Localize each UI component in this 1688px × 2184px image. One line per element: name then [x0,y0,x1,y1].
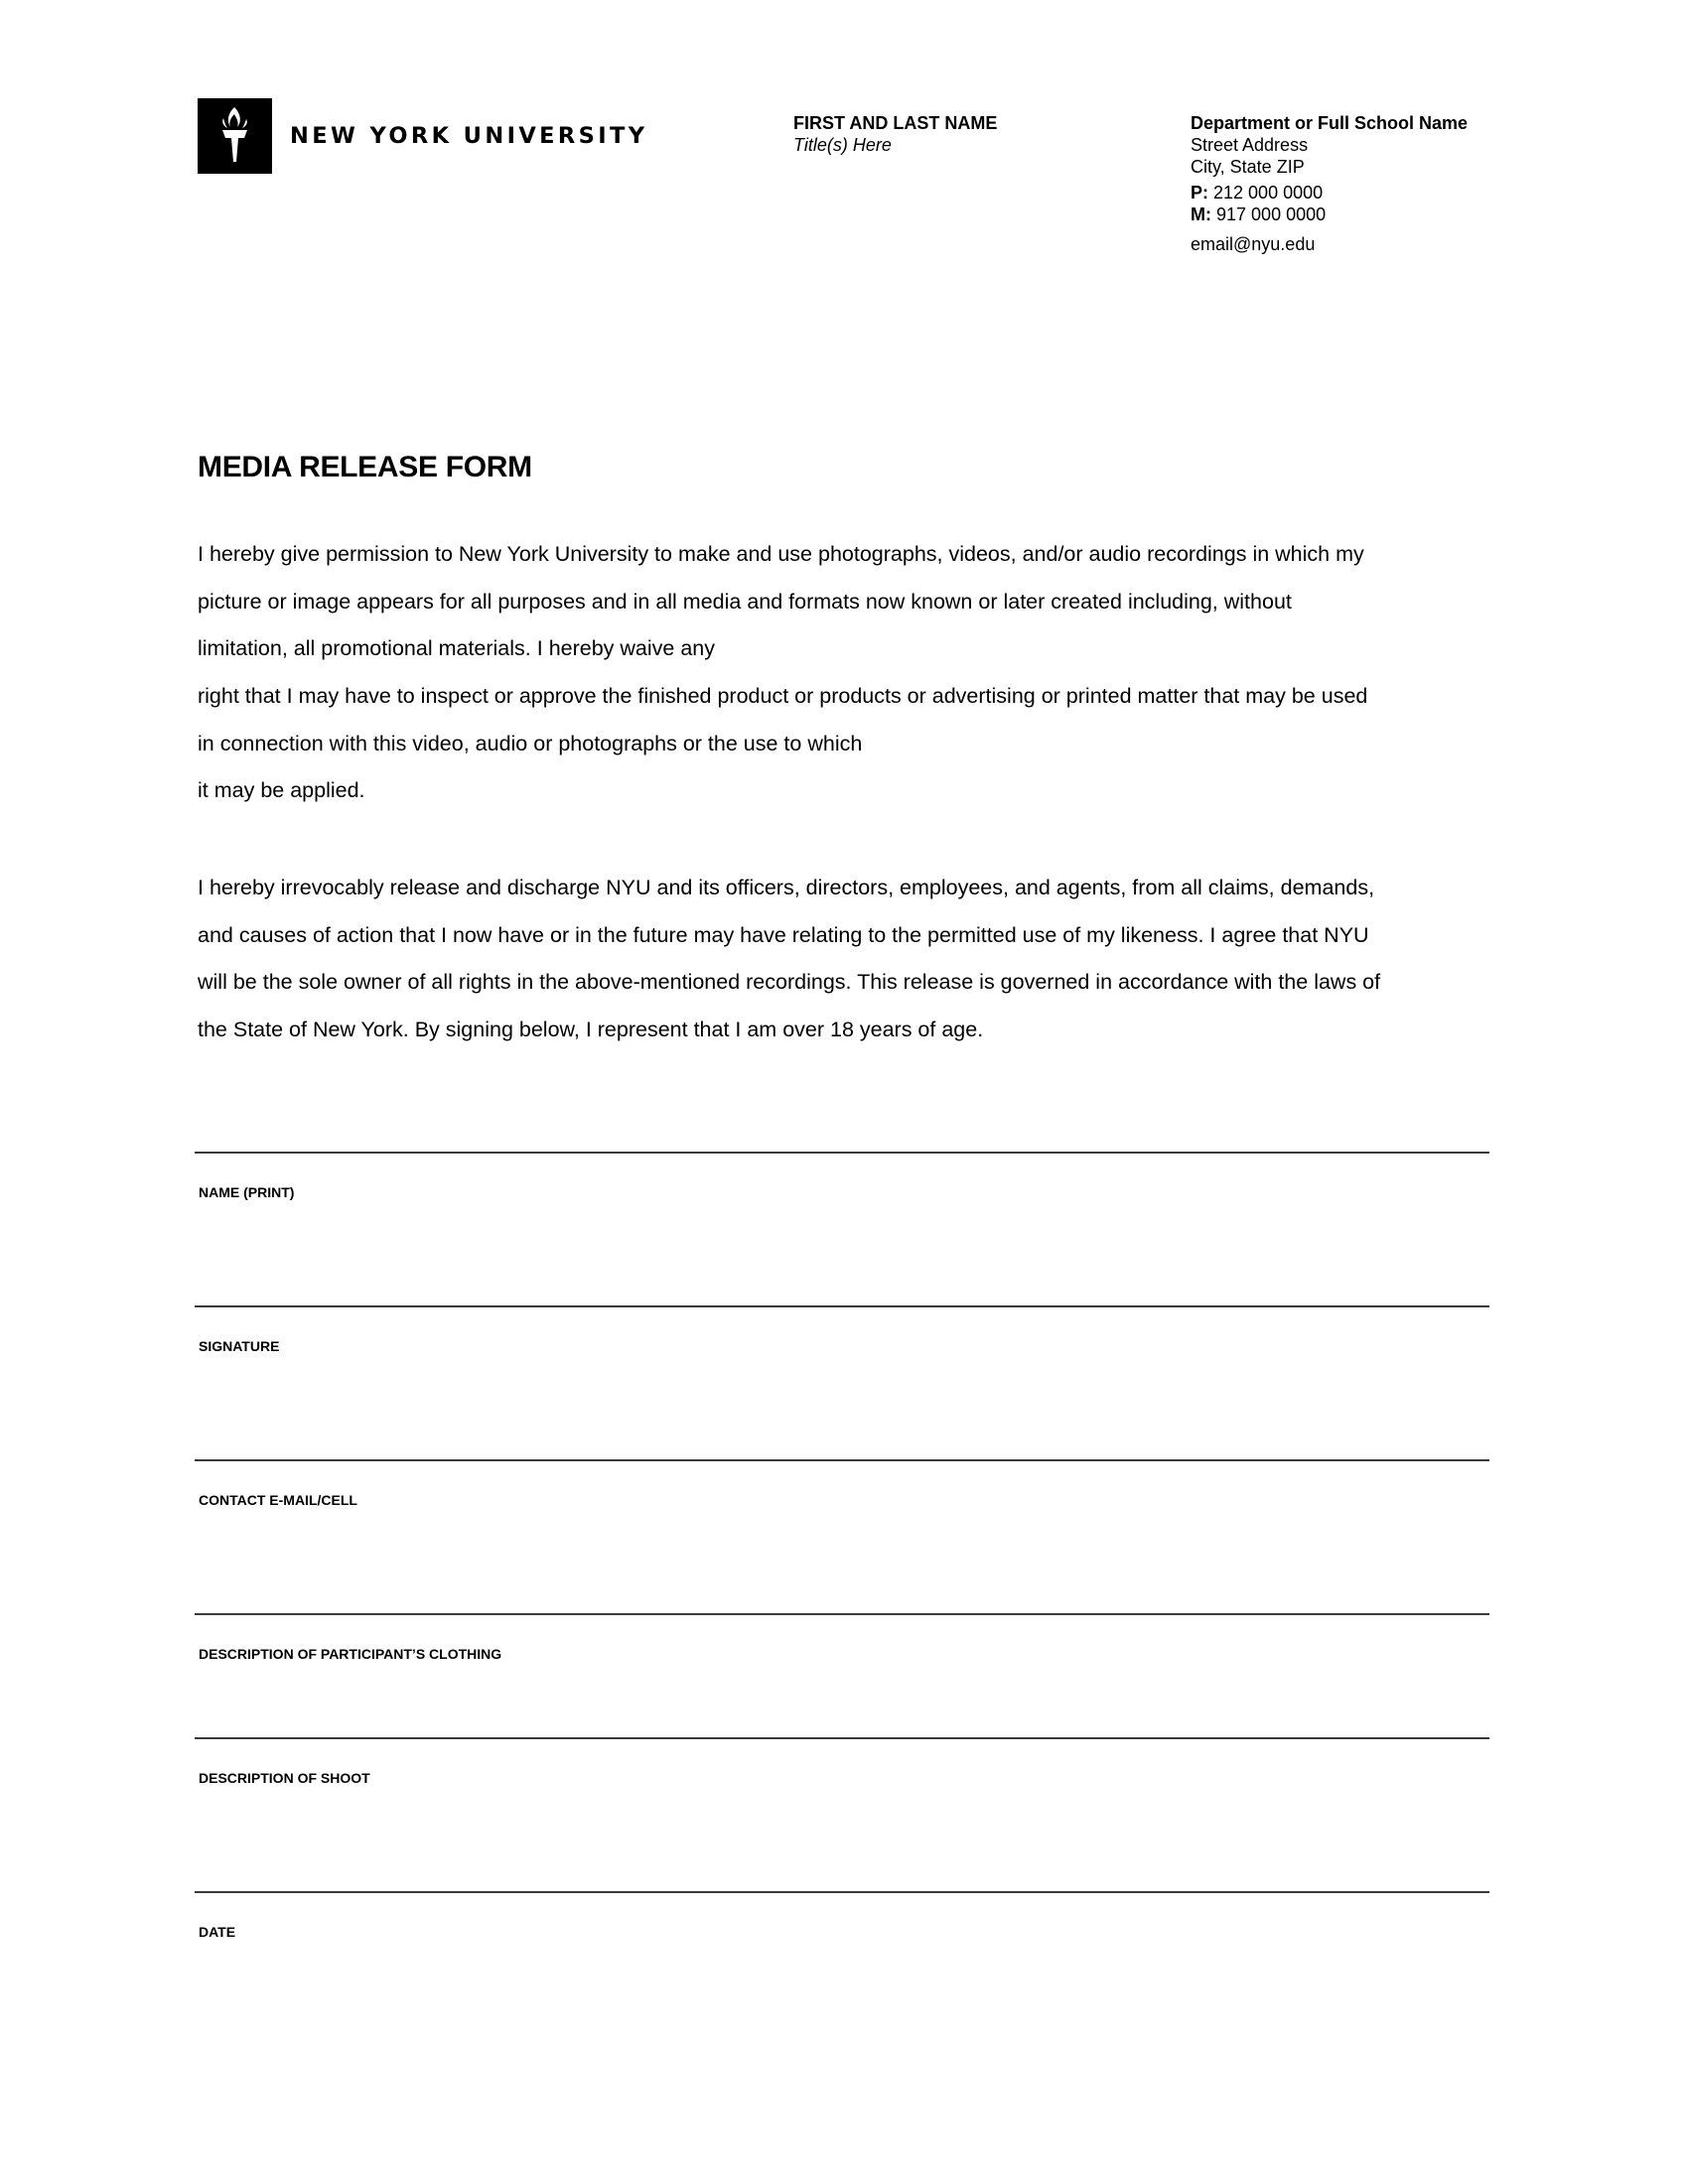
paragraph-line: will be the sole owner of all rights in the above-mentioned recordings. This release is governed in accordance with the laws of [198,970,1381,995]
clothing-description-field[interactable] [195,1613,1489,1737]
field-label: SIGNATURE [199,1338,280,1354]
field-label: NAME (PRINT) [199,1184,295,1200]
person-block [793,112,997,156]
date-field[interactable] [195,1891,1489,2012]
field-label: DATE [199,1924,236,1940]
shoot-description-field[interactable] [195,1737,1489,1891]
paragraph-line: limitation, all promotional materials. I hereby waive any [198,636,716,661]
form-title: MEDIA RELEASE FORM [198,451,532,483]
mobile-number: 917 000 0000 [1216,205,1327,224]
nyu-logo [198,98,272,174]
paragraph-line: it may be applied. [198,778,365,803]
paragraph-line: the State of New York. By signing below, I represent that I am over 18 years of age. [198,1018,984,1042]
person-title: Title(s) Here [793,135,892,155]
field-label: DESCRIPTION OF SHOOT [199,1770,370,1786]
contact-email-cell-field[interactable] [195,1459,1489,1613]
permission-paragraph [198,531,1367,815]
department-block [1191,112,1468,255]
phone-label: P: [1191,183,1208,203]
paragraph-line: picture or image appears for all purposes and in all media and formats now known or later created including, without [198,589,1292,614]
torch-icon [198,98,272,174]
city-state-zip: City, State ZIP [1191,157,1305,177]
mobile-label: M: [1191,205,1211,224]
field-label: CONTACT E-MAIL/CELL [199,1492,357,1508]
name-print-field[interactable] [195,1152,1489,1305]
person-name: FIRST AND LAST NAME [793,113,998,133]
street-address: Street Address [1191,135,1309,155]
paragraph-line: right that I may have to inspect or approve the finished product or products or advertising or printed matter that may be used [198,684,1368,709]
release-paragraph [198,865,1380,1054]
university-wordmark: NEW YORK UNIVERSITY [290,123,648,149]
paragraph-line: in connection with this video, audio or photographs or the use to which [198,731,863,755]
signature-field[interactable] [195,1305,1489,1459]
mobile-line [1191,204,1468,225]
email-address: email@nyu.edu [1191,234,1316,254]
paragraph-line: I hereby irrevocably release and discharge NYU and its officers, directors, employees, and agents, from all claims, demands, [198,876,1375,899]
paragraph-line: I hereby give permission to New York University to make and use photographs, videos, and/or audio recordings in which my [198,542,1364,566]
phone-number: 212 000 0000 [1213,183,1324,203]
paragraph-line: and causes of action that I now have or in the future may have relating to the permitted use of my likeness. I agree that NYU [198,922,1369,947]
department-name: Department or Full School Name [1191,113,1469,133]
field-label: DESCRIPTION OF PARTICIPANT’S CLOTHING [199,1646,502,1662]
phone-line [1191,182,1468,204]
